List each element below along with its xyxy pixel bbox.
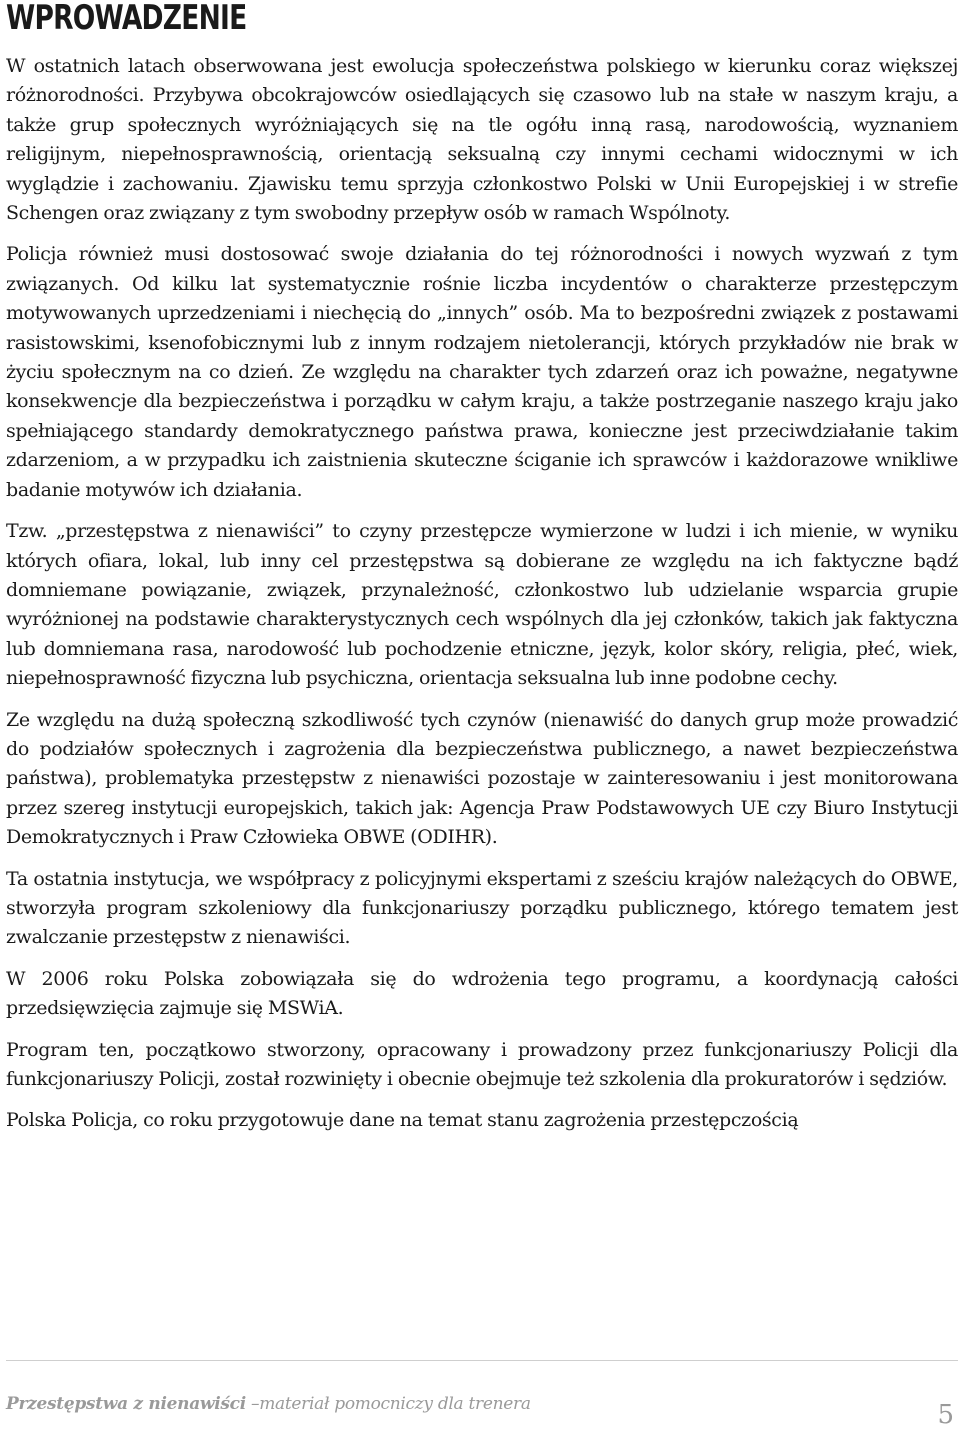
footer-title-rest: –materiał pomocniczy dla trenera	[245, 1394, 531, 1414]
paragraph-5: Ta ostatnia instytucja, we współpracy z policyjnymi ekspertami z sześciu krajów należących do OBWE, stworzyła program szkoleniowy dla funkcjonariuszy porządku publicznego, którego tematem jest zwalczanie przestępstw z nienawiści.	[6, 867, 958, 949]
paragraph-8: Polska Policja, co roku przygotowuje dane na temat stanu zagrożenia przestępczością	[6, 1109, 799, 1132]
paragraph-1: W ostatnich latach obserwowana jest ewolucja społeczeństwa polskiego w kierunku coraz większej różnorodności. Przybywa obcokrajowców osiedlających się czasowo lub na stałe w naszym kraju, a także grup społecznych wyróżniających się na tle ogółu inną rasą, narodowością, wyznaniem religijnym, niepełnosprawnością, orientacją seksualną czy innymi cechami widocznymi w ich wyglądzie i zachowaniu. Zjawisku temu sprzyja członkostwo Polski w Unii Europejskiej i w strefie Schengen oraz związany z tym swobodny przepływ osób w ramach Wspólnoty.	[6, 55, 958, 225]
footer-divider	[6, 1360, 958, 1361]
paragraph-2: Policja również musi dostosować swoje działania do tej różnorodności i nowych wyzwań z tym związanych. Od kilku lat systematycznie rośnie liczba incydentów o charakterze przestępczym motywowanych uprzedzeniami i niechęcią do „innych” osób. Ma to bezpośredni związek z postawami rasistowskimi, ksenofobicznymi lub z innym rodzajem nietolerancji, których przykładów nie brak w życiu społecznym na co dzień. Ze względu na charakter tych zdarzeń oraz ich poważne, negatywne konsekwencje dla bezpieczeństwa i porządku w całym kraju, a także postrzeganie naszego kraju jako spełniającego standardy demokratycznego państwa prawa, konieczne jest przeciwdziałanie takim zdarzeniom, a w przypadku ich zaistnienia skuteczne ściganie ich sprawców i każdorazowe wnikliwe badanie motywów ich działania.	[6, 243, 958, 501]
paragraph-7: Program ten, początkowo stworzony, opracowany i prowadzony przez funkcjonariuszy Policji dla funkcjonariuszy Policji, został rozwinięty i obecnie obejmuje też szkolenia dla prokuratorów i sędziów.	[6, 1038, 958, 1090]
document-body	[6, 52, 958, 1136]
page-number: 5	[937, 1400, 954, 1430]
page-footer	[6, 1394, 958, 1428]
paragraph-6: W 2006 roku Polska zobowiązała się do wdrożenia tego programu, a koordynacją całości przedsięwzięcia zajmuje się MSWiA.	[6, 967, 958, 1020]
footer-title-bold: Przestępstwa z nienawiści	[6, 1394, 246, 1414]
page-title: WPROWADZENIE	[6, 0, 247, 38]
paragraph-3: Tzw. „przestępstwa z nienawiści” to czyny przestępcze wymierzone w ludzi i ich mienie, w wyniku których ofiara, lokal, lub inny cel przestępstwa są dobierane ze względu na ich faktyczne bądź domniemane powiązanie, związek, przynależność, członkostwo lub udzielanie wsparcia grupie wyróżnionej na podstawie charakterystycznych cech wspólnych dla jej członków, takich jak faktyczna lub domniemana rasa, narodowość lub pochodzenie etniczne, język, kolor skóry, religia, płeć, wiek, niepełnosprawność fizyczna lub psychiczna, orientacja seksualna lub inne podobne cechy.	[6, 520, 958, 690]
paragraph-4: Ze względu na dużą społeczną szkodliwość tych czynów (nienawiść do danych grup może prowadzić do podziałów społecznych i zagrożenia dla bezpieczeństwa publicznego, a nawet bezpieczeństwa państwa), problematyka przestępstw z nienawiści pozostaje w zainteresowaniu i jest monitorowana przez szereg instytucji europejskich, takich jak: Agencja Praw Podstawowych UE czy Biuro Instytucji Demokratycznych i Praw Człowieka OBWE (ODIHR).	[6, 708, 958, 849]
document-page	[6, 0, 958, 1148]
footer-title	[6, 1394, 531, 1414]
